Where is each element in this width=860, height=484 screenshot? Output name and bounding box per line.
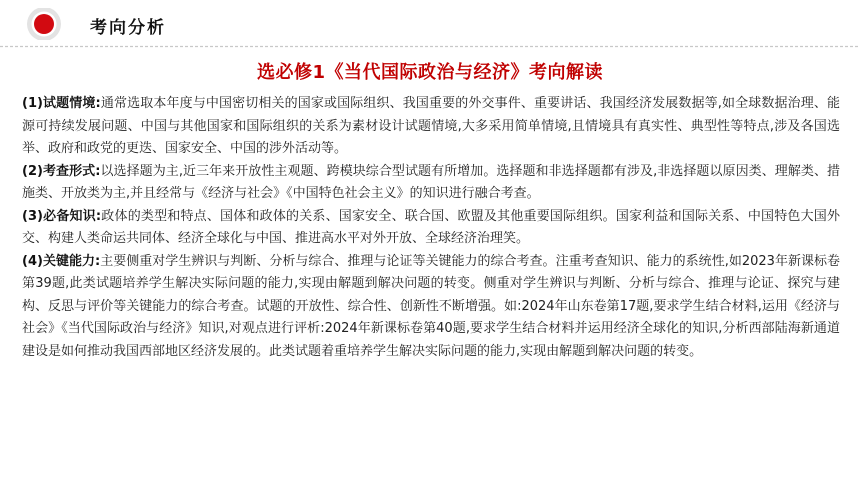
paragraph-text: 通常选取本年度与中国密切相关的国家或国际组织、我国重要的外交事件、重要讲话、我国经济发展数据等,如全球数据治理、能源可持续发展问题、中国与其他国家和国际组织的关系为素材设计试题情境,大多采用简单情境,且情境具有真实性、典型性等特点,涉及各国选举、政府和政党的更迭、国家安全、中国的涉外活动等。 — [22, 96, 840, 156]
paragraph-ability — [22, 251, 840, 364]
paragraph-text: 主要侧重对学生辨识与判断、分析与综合、推理与论证等关键能力的综合考查。注重考查知识、能力的系统性,如2023年新课标卷第39题,此类试题培养学生解决实际问题的能力,实现由解题到解决问题的转变。侧重对学生辨识与判断、分析与综合、推理与论证、探究与建构、反思与评价等关键能力的综合考查。试题的开放性、综合性、创新性不断增强。如:2024年山东卷第17题,要求学生结合材料,运用《经济与社会》《当代国际政治与经济》知识,对观点进行评析:2024年新课标卷第40题,要求学生结合材料并运用经济全球化的知识,分析西部陆海新通道建设是如何推动我国西部地区经济发展的。此类试题着重培养学生解决实际问题的能力,实现由解题到解决问题的转变。 — [22, 253, 840, 359]
header-band — [0, 0, 860, 48]
paragraph-label: (4)关键能力: — [22, 253, 101, 269]
paragraph-situation — [22, 93, 840, 161]
paragraph-format — [22, 161, 840, 206]
paragraph-label: (1)试题情境: — [22, 96, 101, 111]
content-body — [22, 93, 840, 363]
paragraph-text: 政体的类型和特点、国体和政体的关系、国家安全、联合国、欧盟及其他重要国际组织。国家利益和国际关系、中国特色大国外交、构建人类命运共同体、经济全球化与中国、推进高水平对外开放、全球经济治理笑。 — [22, 208, 840, 246]
page-title: 选必修1《当代国际政治与经济》考向解读 — [256, 62, 604, 83]
paragraph-knowledge — [22, 206, 840, 251]
section-title: 考向分析 — [90, 18, 166, 38]
red-circle-logo-icon — [14, 8, 74, 40]
paragraph-label: (3)必备知识: — [22, 208, 102, 224]
header-divider — [0, 45, 860, 48]
paragraph-text: 以选择题为主,近三年来开放性主观题、跨模块综合型试题有所增加。选择题和非选择题都有涉及,非选择题以原因类、理解类、措施类、开放类为主,并且经常与《经济与社会》《中国特色社会主义》的知识进行融合考查。 — [22, 163, 840, 201]
paragraph-label: (2)考查形式: — [22, 163, 101, 179]
